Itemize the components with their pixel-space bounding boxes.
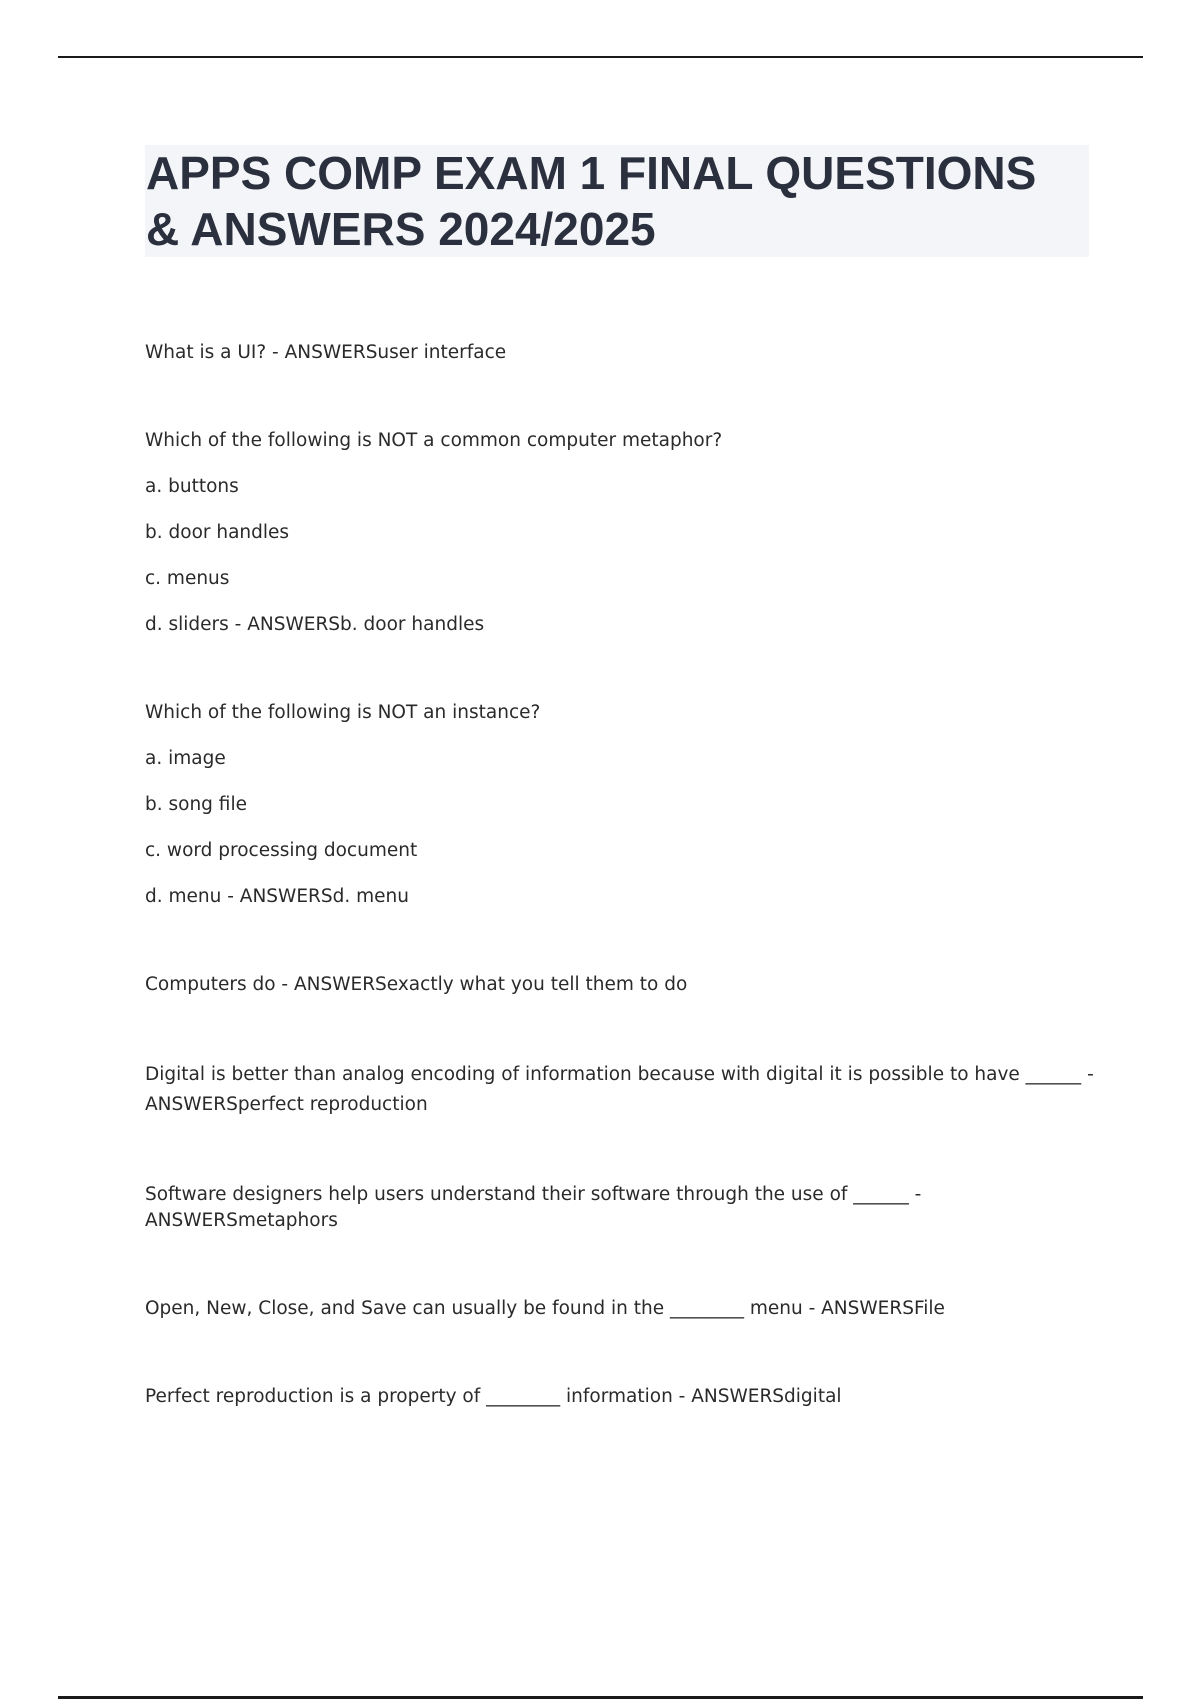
- qa-item: [145, 428, 1105, 638]
- qa-question: Which of the following is NOT an instance?: [145, 702, 541, 723]
- header-rule: [58, 56, 1143, 58]
- qa-option: b. door handles: [145, 522, 290, 543]
- qa-line: Open, New, Close, and Save can usually be found in the ________ menu - ANSWERSFile: [145, 1298, 945, 1319]
- qa-list: [145, 340, 1105, 1472]
- qa-option: c. menus: [145, 568, 230, 589]
- footer-rule: [58, 1696, 1143, 1699]
- qa-question: Which of the following is NOT a common computer metaphor?: [145, 430, 723, 451]
- title-line-1: APPS COMP EXAM 1 FINAL QUESTIONS: [146, 147, 1037, 199]
- qa-option: a. buttons: [145, 476, 239, 497]
- title-block: [145, 145, 1089, 257]
- qa-item: [145, 700, 1105, 910]
- qa-option: a. image: [145, 748, 226, 769]
- qa-option: b. song file: [145, 794, 247, 815]
- qa-line: Software designers help users understand their software through the use of ______ - ANSWERSmetaphors: [145, 1184, 922, 1231]
- qa-item: [145, 1182, 1105, 1234]
- title-line-2: & ANSWERS 2024/2025: [146, 203, 656, 255]
- qa-line: Digital is better than analog encoding of information because with digital it is possible to have ______ - ANSWERSperfect reproduction: [145, 1064, 1094, 1115]
- qa-line: What is a UI? - ANSWERSuser interface: [145, 342, 507, 363]
- qa-item: [145, 1296, 1105, 1322]
- qa-item: [145, 1060, 1105, 1120]
- qa-item: [145, 1384, 1105, 1410]
- qa-item: [145, 340, 1105, 366]
- qa-line: Perfect reproduction is a property of ________ information - ANSWERSdigital: [145, 1386, 842, 1407]
- document-title: [145, 145, 1089, 257]
- qa-option: c. word processing document: [145, 840, 418, 861]
- qa-option: d. sliders - ANSWERSb. door handles: [145, 614, 485, 635]
- qa-item: [145, 972, 1105, 998]
- qa-line: Computers do - ANSWERSexactly what you tell them to do: [145, 974, 688, 995]
- qa-option: d. menu - ANSWERSd. menu: [145, 886, 409, 907]
